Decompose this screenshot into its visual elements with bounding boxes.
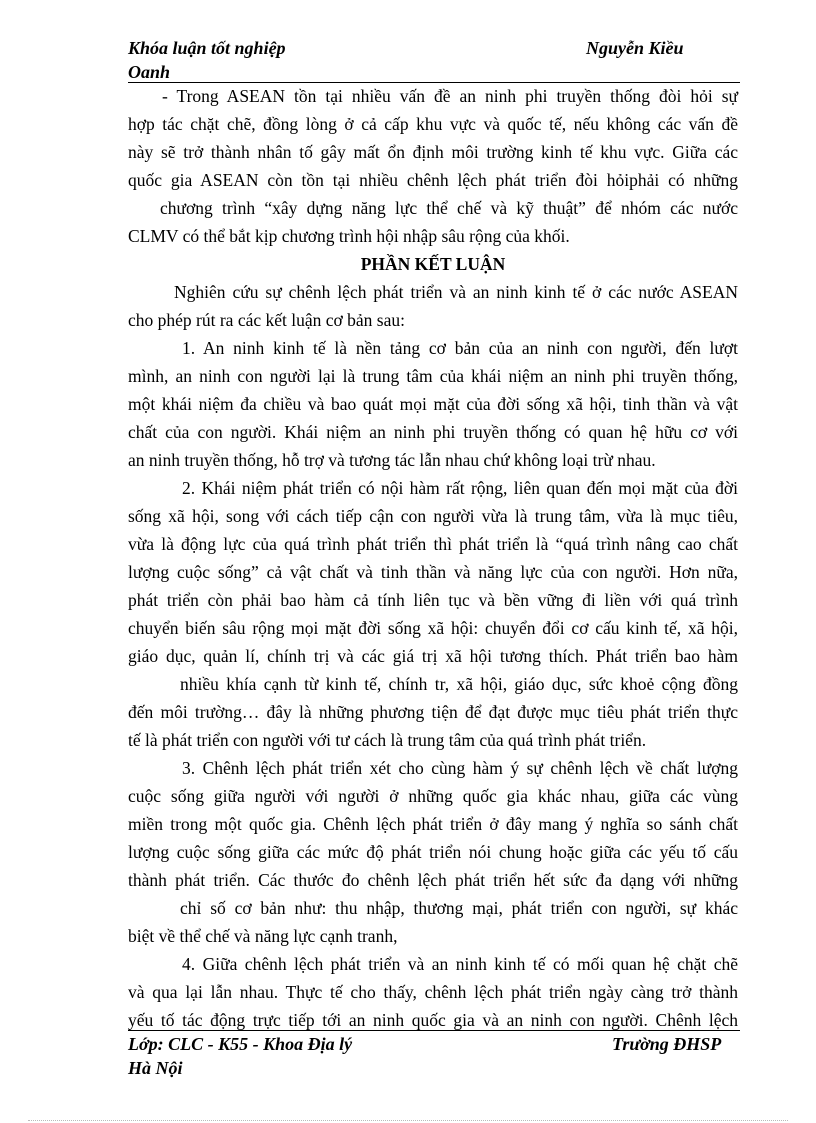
text-line: đến môi trường… đây là những phương tiện để đạt được mục tiêu phát triển thực xyxy=(128,702,738,722)
text-line: cuộc sống giữa người với người ở những quốc gia khác nhau, giữa các vùng xyxy=(128,786,738,806)
text-line: yếu tố tác động trực tiếp tới an ninh quốc gia và an ninh con người. Chênh lệch xyxy=(128,1010,738,1030)
class-info-continued: Hà Nội xyxy=(128,1058,183,1078)
class-info: Lớp: CLC - K55 - Khoa Địa lý xyxy=(128,1034,353,1054)
text-line: lượng cuộc sống” cả vật chất và tinh thần và năng lực của con người. Hơn nữa, xyxy=(128,562,738,582)
page-footer xyxy=(128,1032,738,1082)
text-line: miền trong một quốc gia. Chênh lệch phát triển ở đây mang ý nghĩa so sánh chất xyxy=(128,814,738,834)
author-name-continued: Oanh xyxy=(128,62,171,82)
text-line: phát triển còn phải bao hàm cả tính liên tục và bền vững đi liền với quá trình xyxy=(128,590,738,610)
text-line: chất của con người. Khái niệm an ninh phi truyền thống có quan hệ hữu cơ với xyxy=(128,422,738,442)
text-line: lượng cuộc sống giữa các mức độ phát triển nói chung hoặc giữa các yếu tố cấu xyxy=(128,842,738,862)
text-line: hợp tác chặt chẽ, đồng lòng ở cả cấp khu vực và quốc tế, nếu không các vấn đề xyxy=(128,114,738,134)
page-bottom-edge xyxy=(28,1120,788,1121)
page-header xyxy=(128,36,738,84)
text-line: Nghiên cứu sự chênh lệch phát triển và an ninh kinh tế ở các nước ASEAN xyxy=(174,282,738,302)
text-line: chương trình “xây dựng năng lực thể chế và kỹ thuật” để nhóm các nước xyxy=(160,198,738,218)
text-line: chỉ số cơ bản như: thu nhập, thương mại, phát triển con người, sự khác xyxy=(180,898,738,918)
thesis-title: Khóa luận tốt nghiệp xyxy=(128,38,286,58)
section-heading: PHẦN KẾT LUẬN xyxy=(360,254,506,274)
text-line: này sẽ trở thành nhân tố gây mất ổn định môi trường kinh tế khu vực. Giữa các xyxy=(128,142,738,162)
text-line: vừa là động lực của quá trình phát triển thì phát triển là “quá trình nâng cao chất xyxy=(128,534,738,554)
text-line: chuyển biến sâu rộng mọi mặt đời sống xã hội: chuyển đổi cơ cấu kinh tế, xã hội, xyxy=(128,618,738,638)
text-line: giáo dục, quản lí, chính trị và các giá trị xã hội tương thích. Phát triển bao hàm xyxy=(128,646,738,666)
text-line: nhiều khía cạnh từ kinh tế, chính tr, xã hội, giáo dục, sức khoẻ cộng đồng xyxy=(180,674,738,694)
text-line: an ninh truyền thống, hỗ trợ và tương tác lẫn nhau chứ không loại trừ nhau. xyxy=(128,450,656,470)
text-line: 4. Giữa chênh lệch phát triển và an ninh kinh tế có mối quan hệ chặt chẽ xyxy=(182,954,738,974)
text-line: biệt về thể chế và năng lực cạnh tranh, xyxy=(128,926,398,946)
footer-rule xyxy=(128,1030,740,1031)
text-line: và qua lại lẫn nhau. Thực tế cho thấy, chênh lệch phát triển ngày càng trở thành xyxy=(128,982,738,1002)
text-line: - Trong ASEAN tồn tại nhiều vấn đề an ninh phi truyền thống đòi hỏi sự xyxy=(162,86,738,106)
text-line: sống xã hội, song với cách tiếp cận con người vừa là trung tâm, vừa là mục tiêu, xyxy=(128,506,738,526)
author-name: Nguyễn Kiều xyxy=(586,38,684,58)
school-name: Trường ĐHSP xyxy=(612,1034,722,1054)
text-line: mình, an ninh con người lại là trung tâm của khái niệm an ninh phi truyền thống, xyxy=(128,366,738,386)
text-line: 1. An ninh kinh tế là nền tảng cơ bản của an ninh con người, đến lượt xyxy=(182,338,738,358)
text-line: một khái niệm đa chiều và bao quát mọi mặt của đời sống xã hội, tinh thần và vật xyxy=(128,394,738,414)
text-line: 2. Khái niệm phát triển có nội hàm rất rộng, liên quan đến mọi mặt của đời xyxy=(182,478,738,498)
text-line: thành phát triển. Các thước đo chênh lệch phát triển hết sức đa dạng với những xyxy=(128,870,738,890)
text-line: CLMV có thể bắt kịp chương trình hội nhập sâu rộng của khối. xyxy=(128,226,570,246)
text-line: tế là phát triển con người với tư cách là trung tâm của quá trình phát triển. xyxy=(128,730,647,750)
text-line: quốc gia ASEAN còn tồn tại nhiều chênh lệch phát triển đòi hỏiphải có những xyxy=(128,170,738,190)
text-line: 3. Chênh lệch phát triển xét cho cùng hàm ý sự chênh lệch về chất lượng xyxy=(182,758,738,778)
text-line: cho phép rút ra các kết luận cơ bản sau: xyxy=(128,310,405,330)
